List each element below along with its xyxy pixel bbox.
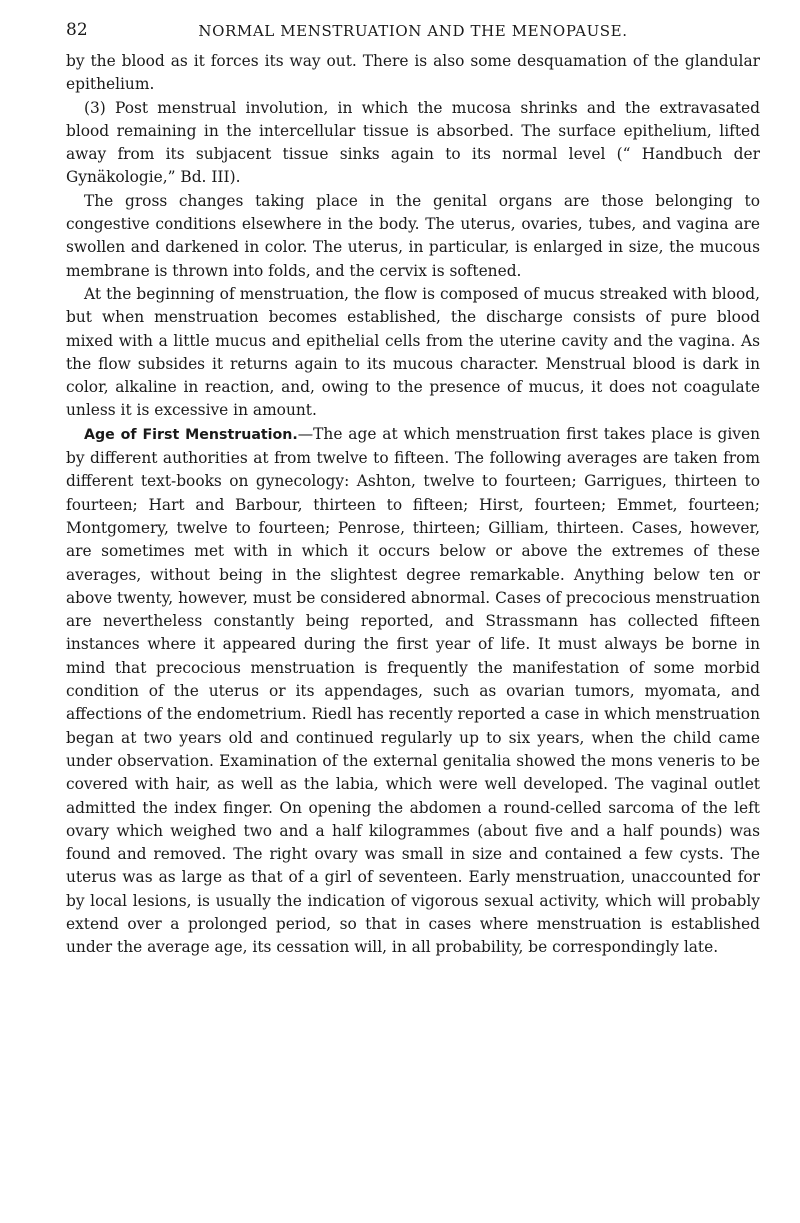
paragraph-text: At the beginning of menstruation, the flow is composed of mucus streaked with blood, but when menstruation becomes established, the discharge consists of pure blood mixed with a little mucus and epithelial cells from the uterine cavity and the vagina. As the flow subsides it returns again to its mucous character. Menstrual blood is dark in color, alkaline in reaction, and, owing to the presence of mucus, it does not coagulate unless it is excessive in amount.: [66, 284, 760, 420]
paragraph-text: by the blood as it forces its way out. There is also some desquamation of the glandular epithelium.: [66, 52, 760, 94]
section-heading: Age of First Menstruation.: [84, 426, 298, 443]
body-text: [66, 50, 760, 960]
paragraph-age-of-first-menstruation: [66, 423, 760, 960]
paragraph-post-menstrual-involution: [66, 97, 760, 190]
paragraph-text: The gross changes taking place in the genital organs are those belonging to congestive conditions elsewhere in the body. The uterus, ovaries, tubes, and vagina are swollen and darkened in color. The uterus, in particular, is enlarged in size, the mucous membrane is thrown into folds, and the cervix is softened.: [66, 191, 760, 280]
page-header: [66, 16, 760, 50]
paragraph-gross-changes: [66, 190, 760, 283]
book-page: [66, 16, 760, 960]
paragraph-text: —The age at which menstruation first takes place is given by different authorities at from twelve to fifteen. The following averages are taken from different text-books on gynecology: Ashton, twelve to fourteen; Garrigues, thirteen to fourteen; Hart and Barbour, thirteen to fifteen; Hirst, fourteen; Emmet, fourteen; Montgomery, twelve to fourteen; Penrose, thirteen; Gilliam, thirteen. Cases, however, are sometimes met with in which it occurs below or above the extremes of these averages, without being in the slightest degree remarkable. Anything below ten or above twenty, however, must be considered abnormal. Cases of precocious menstruation are nevertheless constantly being reported, and Strassmann has collected fifteen instances where it appeared during the first year of life. It must always be borne in mind that precocious menstruation is frequently the manifestation of some morbid condition of the uterus or its appendages, such as ovarian tumors, myomata, and affections of the endometrium. Riedl has recently reported a case in which menstruation began at two years old and continued regularly up to six years, when the child came under observation. Examination of the external genitalia showed the mons veneris to be covered with hair, as well as the labia, which were well developed. The vaginal outlet admitted the index finger. On opening the abdomen a round-celled sarcoma of the left ovary which weighed two and a half kilogrammes (about five and a half pounds) was found and removed. The right ovary was small in size and contained a few cysts. The uterus was as large as that of a girl of seventeen. Early menstruation, unaccounted for by local lesions, is usually the indication of vigorous sexual activity, which will probably extend over a prolonged period, so that in cases where menstruation is established under the average age, its cessation will, in all probability, be correspondingly late.: [66, 424, 760, 957]
page-number: 82: [66, 20, 88, 40]
paragraph-text: (3) Post menstrual involution, in which the mucosa shrinks and the extravasated blood remaining in the intercellular tissue is absorbed. The surface epithelium, lifted away from its subjacent tissue sinks again to its normal level (“ Handbuch der Gynäkologie,” Bd. III).: [66, 98, 760, 187]
paragraph-menstrual-flow: [66, 283, 760, 423]
paragraph-continuation: [66, 50, 760, 97]
running-title: NORMAL MENSTRUATION AND THE MENOPAUSE.: [198, 22, 628, 40]
